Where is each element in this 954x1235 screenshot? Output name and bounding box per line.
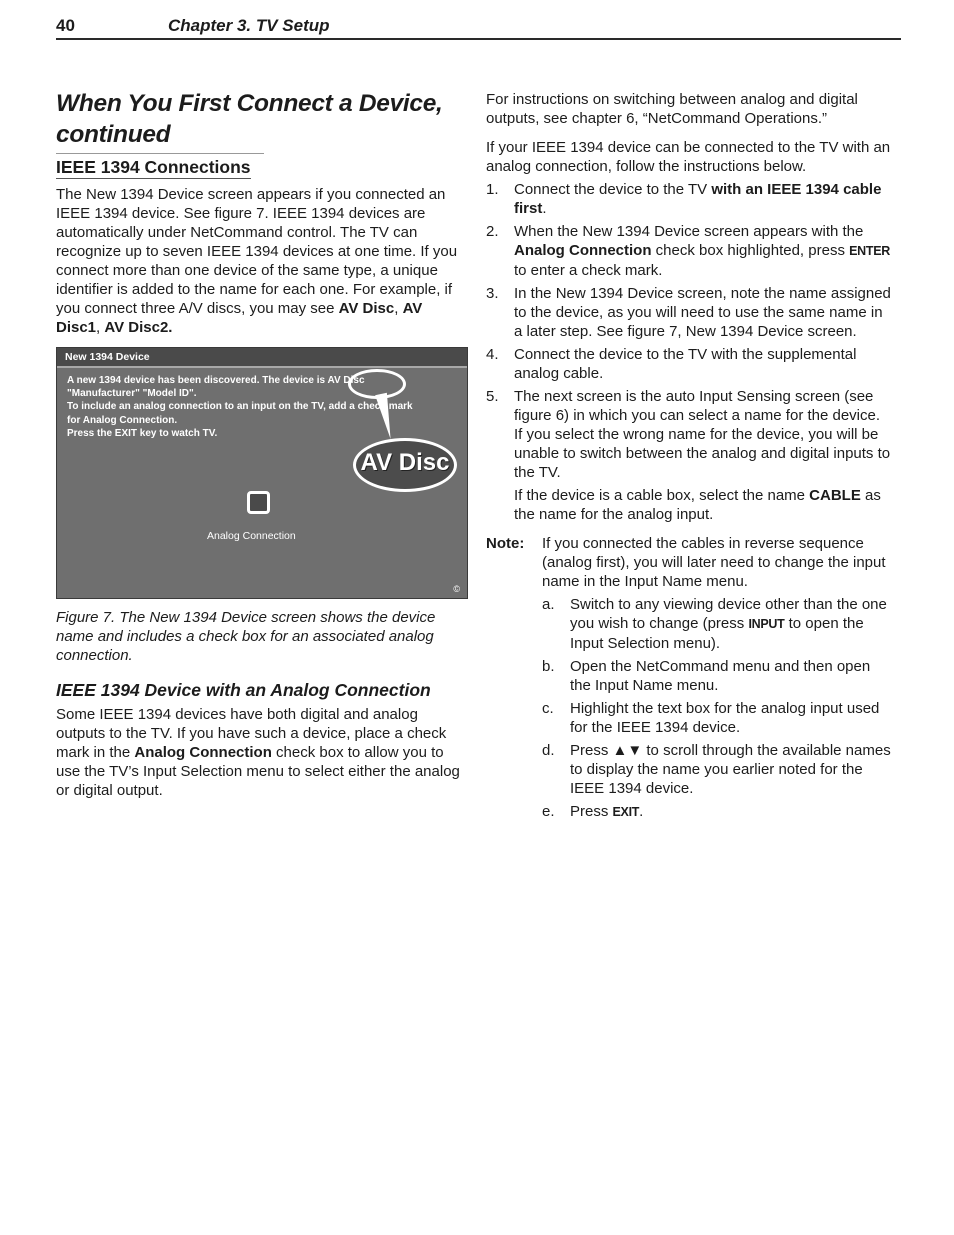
substep-d: d. Press ▲▼ to scroll through the available names to display the name you earlier noted for the IEEE 1394 device. [542, 742, 891, 797]
figure-7-screen [56, 347, 468, 599]
switching-paragraph: For instructions on switching between analog and digital outputs, see chapter 6, “NetCommand Operations.” [486, 91, 858, 127]
av-disc-callout: AV Disc [353, 438, 457, 492]
up-down-arrows-icon: ▲▼ [612, 742, 643, 759]
left-column [56, 88, 468, 810]
subhead-analog-connection: IEEE 1394 Device with an Analog Connection [56, 680, 431, 700]
copyright-mark: © [453, 584, 460, 594]
chapter-title: Chapter 3. TV Setup [168, 16, 330, 35]
steps-list [486, 180, 891, 482]
figure-caption: Figure 7. The New 1394 Device screen shows the device name and includes a check box for an associated analog connection. [56, 609, 436, 664]
step-5: 5. The next screen is the auto Input Sensing screen (see figure 6) in which you can select a name for the device. If you select the wrong name for the device, you will be unable to switch between the analog and digital inputs to the TV. [486, 388, 891, 481]
right-column [486, 90, 891, 826]
substep-c: c. Highlight the text box for the analog input used for the IEEE 1394 device. [542, 700, 880, 736]
substep-e: e. Press EXIT. [542, 803, 644, 820]
note-label: Note: [486, 535, 525, 552]
page-number: 40 [56, 16, 75, 35]
note-block [486, 534, 891, 822]
analog-instructions-intro: If your IEEE 1394 device can be connected to the TV with an analog connection, follow the instructions below. [486, 139, 891, 175]
cable-box-paragraph: If the device is a cable box, select the name CABLE as the name for the analog input. [514, 487, 881, 523]
substep-b: b. Open the NetCommand menu and then open the Input Name menu. [542, 658, 871, 694]
section-title: When You First Connect a Device, continued [56, 90, 443, 148]
input-key: INPUT [748, 617, 785, 631]
screen-title-bar [57, 348, 467, 368]
step-3: 3. In the New 1394 Device screen, note the name assigned to the device, as you will need to use the same name in a later step. See figure 7, New 1394 Device screen. [486, 285, 891, 340]
page-header [56, 14, 901, 40]
analog-connection-checkbox[interactable] [247, 491, 270, 514]
note-substeps [542, 595, 891, 822]
step-1: 1. Connect the device to the TV with an IEEE 1394 cable first. [486, 181, 882, 217]
step-2: 2. When the New 1394 Device screen appears with the Analog Connection check box highlighted, press ENTER to enter a check mark. [486, 223, 890, 279]
substep-a: a. Switch to any viewing device other than the one you wish to change (press INPUT to open the Input Selection menu). [542, 596, 887, 652]
title-rule [56, 153, 264, 154]
note-text: If you connected the cables in reverse sequence (analog first), you will later need to change the input name in the Input Name menu. [542, 535, 886, 590]
exit-key: EXIT [612, 805, 640, 819]
screen-title: New 1394 Device [65, 351, 150, 363]
analog-paragraph: Some IEEE 1394 devices have both digital and analog outputs to the TV. If you have such a device, place a check mark in the Analog Connection check box to allow you to use the TV’s Input Selection menu to select either the analog or digital output. [56, 706, 460, 799]
subhead-ieee-1394-connections: IEEE 1394 Connections [56, 157, 251, 177]
screen-message: A new 1394 device has been discovered. The device is AV Disc "Manufacturer" "Model ID". To include an analog connection to an input on the TV, add a check mark for Analog Connection. Press the EXIT key to watch TV. [67, 375, 413, 439]
analog-connection-label: Analog Connection [207, 530, 296, 542]
intro-paragraph: The New 1394 Device screen appears if you connected an IEEE 1394 device. See figure 7. IEEE 1394 devices are automatically under NetCommand control. The TV can recognize up to seven IEEE 1394 devices at one time. If you connect more than one device of the same type, a unique identifier is added to the name for each one. For example, if you connect three A/V discs, you may see AV Disc, AV Disc1, AV Disc2. [56, 186, 458, 336]
enter-key: ENTER [849, 244, 890, 258]
step-4: 4. Connect the device to the TV with the supplemental analog cable. [486, 346, 857, 382]
